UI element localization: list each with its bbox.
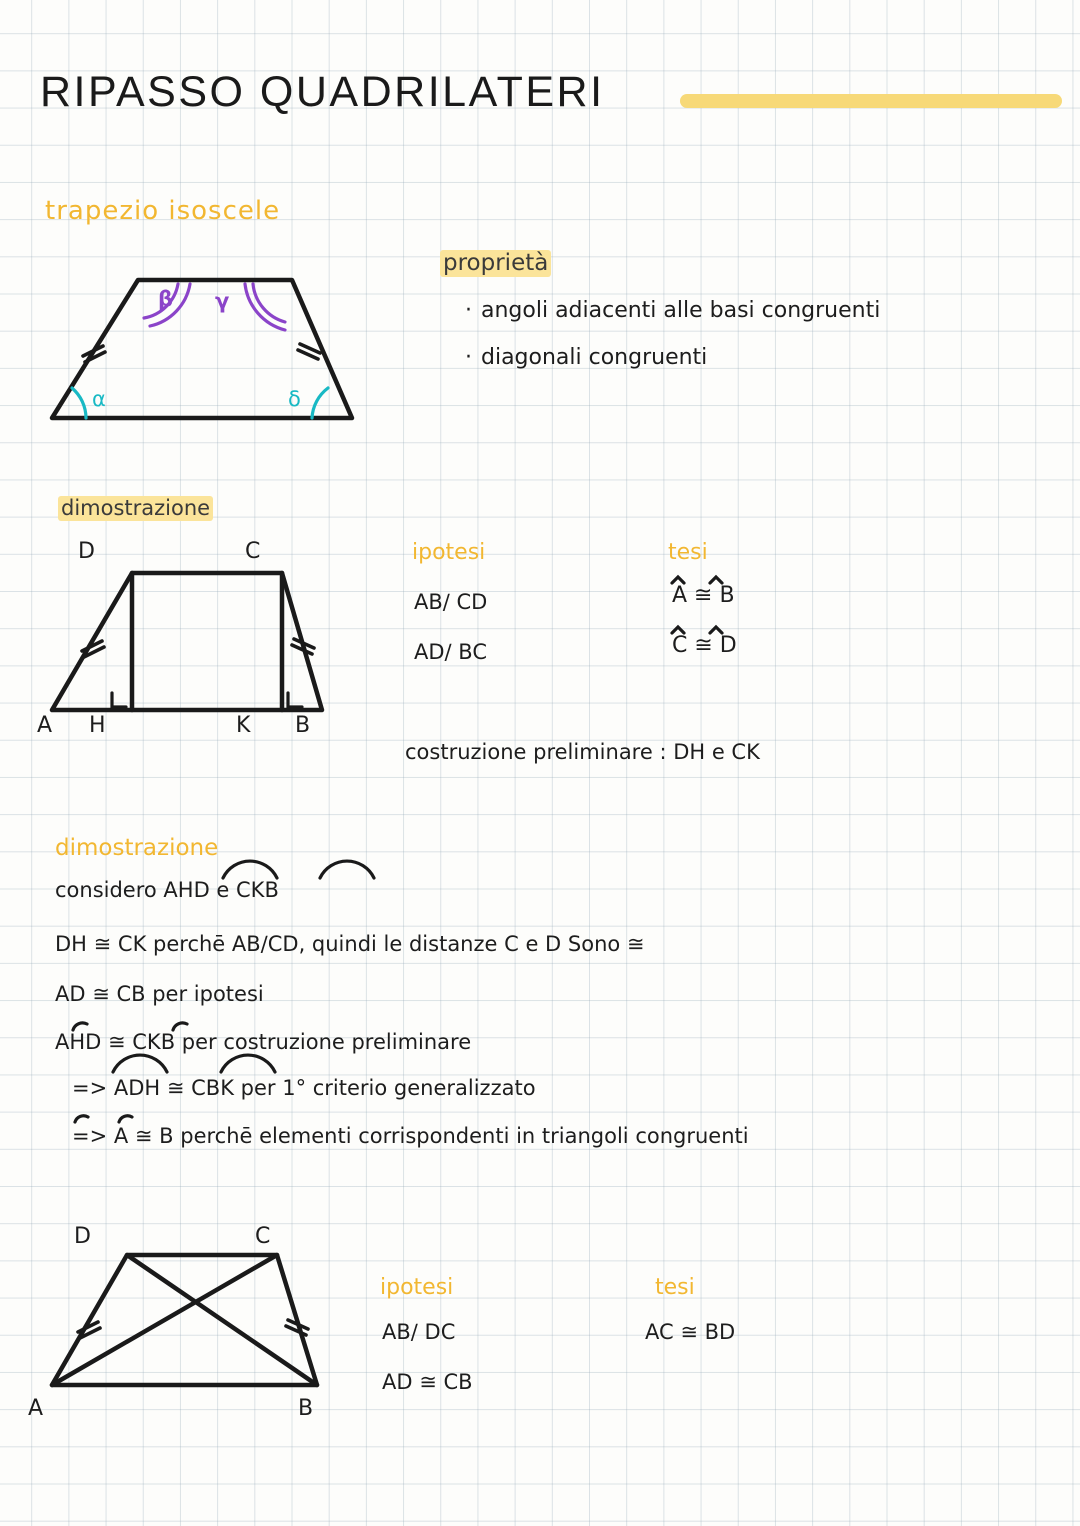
tesi-1-item-2-text: C ≅ D xyxy=(672,633,737,658)
ipotesi-2-item-2: AD ≅ CB xyxy=(382,1370,473,1394)
vertex-label-A-2: A xyxy=(28,1396,44,1421)
figure-trapezio-diagonali xyxy=(30,1240,350,1400)
angle-label-beta: β xyxy=(158,287,174,311)
angle-label-gamma: γ xyxy=(215,289,230,313)
proprieta-item-1-text: angoli adiacenti alle basi congruenti xyxy=(481,298,881,323)
proof-line-2: DH ≅ CK perchē AB∕CD, quindi le distanze C e D Sono ≅ xyxy=(55,932,645,956)
proprieta-item-1 xyxy=(465,298,880,323)
proof-line-5: => ADH ≅ CBK per 1° criterio generalizzato xyxy=(72,1076,536,1100)
proprieta-item-2 xyxy=(465,345,707,370)
figure-trapezio-isoscele xyxy=(40,258,370,438)
dimostrazione-label-2 xyxy=(55,835,218,861)
ipotesi-label-2: ipotesi xyxy=(380,1275,454,1300)
vertex-label-D: D xyxy=(78,539,95,564)
vertex-label-C-2: C xyxy=(255,1224,271,1249)
vertex-label-B: B xyxy=(295,713,311,738)
proof-line-3: AD ≅ CB per ipotesi xyxy=(55,982,264,1006)
tesi-1-item-1-text: A ≅ B xyxy=(672,583,735,608)
proof-arc-marks xyxy=(55,860,1015,1160)
dimostrazione-label-1 xyxy=(58,496,213,520)
angle-label-alpha: α xyxy=(92,387,106,411)
proprieta-label-text: proprietà xyxy=(440,250,551,277)
dimostrazione-label-1-text: dimostrazione xyxy=(58,496,213,521)
page-title: RIPASSO QUADRILATERI xyxy=(40,68,605,116)
ipotesi-1-item-1: AB∕ CD xyxy=(414,590,488,614)
tesi-label-1: tesi xyxy=(668,540,708,565)
figure-trapezio-altezze xyxy=(30,555,350,725)
costruzione-preliminare-text: costruzione preliminare : DH e CK xyxy=(405,740,760,764)
title-highlight-bar xyxy=(680,94,1062,108)
bullet-icon: · xyxy=(465,345,472,370)
bullet-icon: · xyxy=(465,298,472,323)
proof-line-6-text: => A ≅ B perchē elementi corrispondenti in triangoli congruenti xyxy=(72,1124,749,1148)
dimostrazione-label-2-text: dimostrazione xyxy=(55,835,219,861)
vertex-label-C: C xyxy=(245,539,261,564)
vertex-label-H: H xyxy=(89,713,106,738)
vertex-label-K: K xyxy=(236,713,251,738)
vertex-label-D-2: D xyxy=(74,1224,91,1249)
tesi-2-item-1: AC ≅ BD xyxy=(645,1320,736,1344)
proprieta-label xyxy=(440,250,551,276)
vertex-label-B-2: B xyxy=(298,1396,314,1421)
ipotesi-1-item-2: AD∕ BC xyxy=(414,640,487,664)
proprieta-item-2-text: diagonali congruenti xyxy=(481,345,708,370)
ipotesi-2-item-1: AB∕ DC xyxy=(382,1320,456,1344)
proof-line-1: considero AHD e CKB xyxy=(55,878,279,902)
proof-line-4: AHD ≅ CKB per costruzione preliminare xyxy=(55,1030,472,1054)
angle-hat-marks-tesi1 xyxy=(668,575,758,655)
angle-label-delta: δ xyxy=(288,387,301,411)
tesi-label-2: tesi xyxy=(655,1275,695,1300)
section-heading-trapezio: trapezio isoscele xyxy=(45,196,281,226)
vertex-label-A: A xyxy=(37,713,53,738)
ipotesi-label-1: ipotesi xyxy=(412,540,486,565)
